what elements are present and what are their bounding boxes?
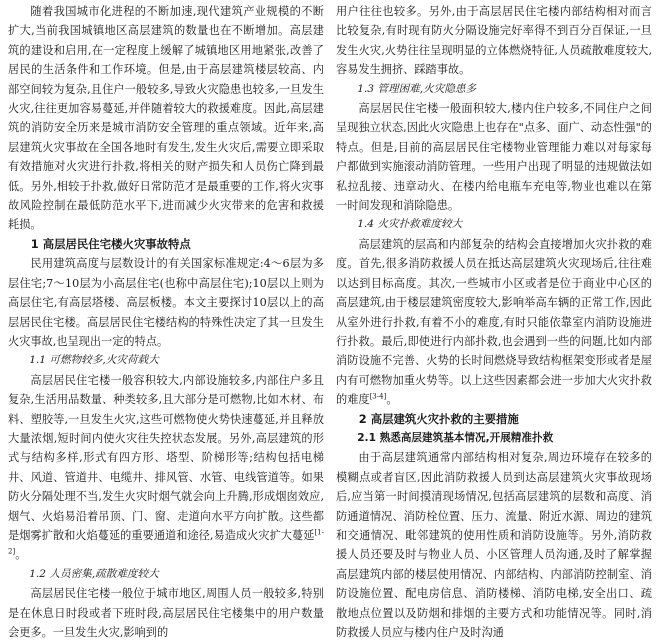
subsection-1-2-heading: 1.2 人员密集,疏散难度较大 [29,567,159,580]
paragraph-text: 高层居民住宅楼一般容积较大,内部设施较多,内部住户多且复杂,生活用品数量、种类较多,且大部分是可燃物,比如木材、布料、塑胶等,一旦发生火灾,这些可燃物使火势快速蔓延,并且释放大量浓烟,短时间内使火灾往失控状态发展。另外,高层建筑的形式与结构多样,形式有四方形、塔型、阶梯形等;结构包括电梯井、风道、管道井、电缆井、排风管、水管、电线管道等。如果防火分隔处理不当,发生火灾时烟气就会向上升腾,形成烟囱效应,烟气、火焰易沿着吊顶、门、窗、走道向水平方向扩散。这些都是烟雾扩散和火焰蔓延的重要通道和途径,易造成火灾扩大蔓延 [8,373,324,542]
left-column [8,2,324,639]
section-1-paragraph: 民用建筑高度与层数设计的有关国家标准规定:4～6层为多层住宅;7～10层为小高层住宅(也称中高层住宅);10层以上则为高层住宅,有高层塔楼、高层板楼。本文主要探讨10层以上的高层居民住宅楼。高层居民住宅楼结构的特殊性决定了其一旦发生火灾事故,也呈现出一定的特点。 [8,257,324,348]
citation-1-2: [1-2] [8,528,324,556]
section-1-heading: 1 高层居民住宅楼火灾事故特点 [30,236,191,251]
subsection-2-1-heading: 2.1 熟悉高层建筑基本情况,开展精准扑救 [357,431,554,444]
paragraph-text: 高层建筑的层高和内部复杂的结构会直接增加火灾扑救的难度。首先,很多消防救援人员在抵达高层建筑火灾现场后,往往难以达到目标高度。其次,一些城市小区或者是位于商业中心区的高层建筑,由于楼层建筑密度较大,影响举高车辆的正常工作,因此从室外进行扑救,有着不小的难度,有时只能依靠室内消防设施进行扑救。最后,即使进行内部扑救,也会遇到一些的问题,比如内部消防设施不完善、火势的长时间燃烧导致结构框架变形或者是屋内有可燃物加重火势等。以上这些因素都会进一步加大火灾扑救的难度 [336,237,652,407]
subsection-2-1-paragraph: 由于高层建筑通常内部结构相对复杂,周边环境存在较多的模糊点或者盲区,因此消防救援人员到达高层建筑火灾事故现场后,应当第一时间摸清现场情况,包括高层建筑的层数和高度、消防通道情况、消防栓位置、压力、流量、附近水源、周边的建筑和交通情况、毗邻建筑的使用性质和消防设施等。另外,消防救援人员还要及时与物业人员、小区管理人员沟通,及时了解掌握高层建筑内部的楼层使用情况、内部结构、内部消防控制室、消防设施位置、配电房信息、消防楼梯、消防电梯,安全出口、疏散地点位置以及防烟和排烟的主要方式和功能情况等。同时,消防救援人员应与楼内住户及时沟通 [336,451,652,639]
subsection-1-2-paragraph: 高层居民住宅楼一般位于城市地区,周围人员一般较多,特别是在休息日时段或者下班时段,高层居民住宅楼集中的用户数量会更多。一旦发生火灾,影响到的 [8,587,324,639]
subsection-1-4-heading: 1.4 火灾扑救难度较大 [357,218,463,231]
right-column [336,2,652,639]
subsection-1-1-heading: 1.1 可燃物较多,火灾荷载大 [29,354,159,367]
citation-3-4: [3-4] [369,392,387,401]
paragraph-end: 。 [15,548,27,562]
subsection-1-4-paragraph [336,235,652,410]
subsection-1-1-paragraph [8,371,324,565]
subsection-1-3-heading: 1.3 管理困难,火灾隐患多 [357,82,477,95]
subsection-1-3-paragraph: 高层居民住宅楼一般面积较大,楼内住户较多,不同住户之间呈现独立状态,因此火灾隐患上也存在"点多、面广、动态性强"的特点。但是,目前的高层居民住宅楼物业管理能力难以对每家每户都做到实施滚动消防管理。一些用户出现了明显的违规做法如私拉乱接、违章动火、在楼内给电瓶车充电等,物业也难以在第一时间发现和消除隐患。 [336,102,652,213]
paragraph-end: 。 [386,393,398,407]
continued-paragraph: 用户往往也较多。另外,由于高层居民住宅楼内部结构相对而言比较复杂,有时现有防火分隔设施完好率得不到百分百保证,一旦发生火灾,火势往往呈现明显的立体燃烧特征,人员疏散难度较大,容易发生拥挤、踩踏事故。 [336,5,652,77]
section-2-heading: 2 高层建筑火灾扑救的主要措施 [358,411,519,426]
intro-paragraph: 随着我国城市化进程的不断加速,现代建筑产业规模的不断扩大,当前我国城镇地区高层建筑的数量也在不断增加。高层建筑的建设和启用,在一定程度上缓解了城镇地区用地紧张,改善了居民的生活条件和工作环境。但是,由于高层建筑楼层较高、内部空间较为复杂,且住户一般较多,导致火灾隐患也较多,一旦发生火灾,往往更加容易蔓延,并伴随着较大的救援难度。因此,高层建筑的消防安全历来是城市消防安全管理的重点领域。近年来,高层建筑火灾事故在全国各地时有发生,发生火灾后,需要立即采取有效措施对火灾进行扑救,将相关的财产损失和人员伤亡降到最低。另外,相较于扑救,做好日常防范才是最重要的工作,将火灾事故风险控制在最低防范水平下,进而减少火灾带来的危害和救援耗损。 [8,5,324,232]
